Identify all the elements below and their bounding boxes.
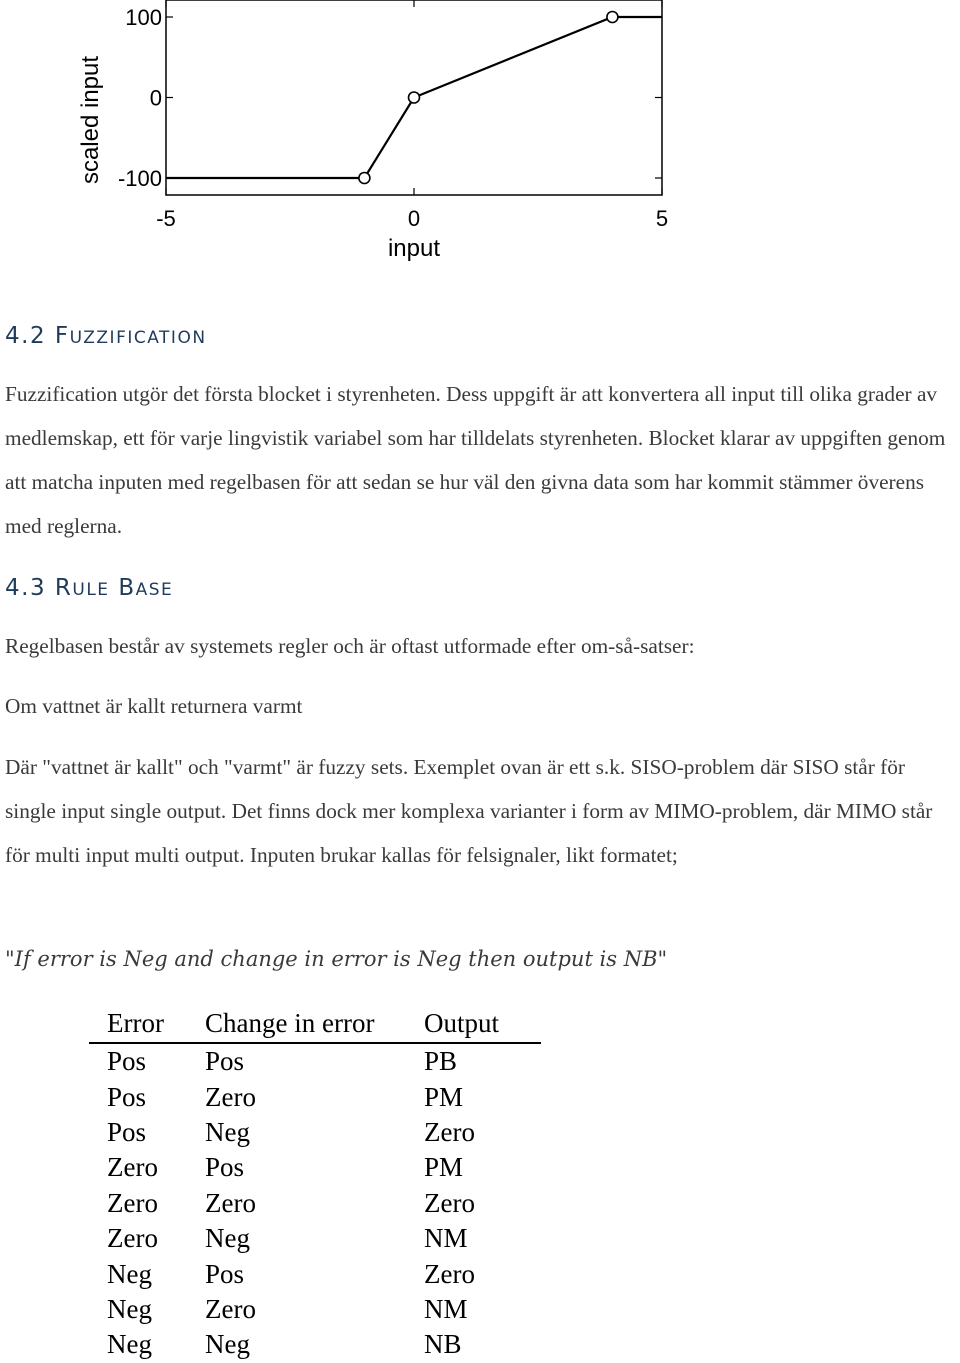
fuzzification-paragraph: Fuzzification utgör det första blocket i styrenheten. Dess uppgift är att konvertera all input till olika grader av medlemskap, ett för varje lingvistik variabel som har tilldelats styrenheten. Blocket klarar av uppgiften genom att matcha inputen med regelbasen för att sedan se hur väl den givna data som har kommit stämmer överens med reglerna. — [5, 382, 946, 538]
table-cell: PB — [424, 1046, 458, 1077]
table-cell: Pos — [205, 1046, 245, 1077]
data-point-marker — [607, 12, 618, 23]
x-tick-label: -5 — [156, 206, 176, 231]
formula-close-quote: " — [657, 947, 668, 971]
x-tick-label: 5 — [655, 206, 669, 231]
section-heading-fuzzification — [5, 323, 207, 349]
section-title-rest: UZZIFICATION — [69, 328, 207, 348]
section-heading-rule-base — [5, 575, 173, 601]
table-cell: Neg — [205, 1116, 250, 1147]
column-header-change-in-error: Change in error — [187, 1004, 406, 1043]
table-row — [89, 1221, 541, 1256]
table-cell: Neg — [107, 1329, 152, 1360]
table-cell: PM — [424, 1081, 464, 1112]
table-cell: Zero — [107, 1187, 158, 1218]
column-header-error: Error — [89, 1004, 187, 1043]
table-cell: Zero — [205, 1187, 256, 1218]
rule-base-intro: Regelbasen består av systemets regler och är oftast utformade efter om-så-satser: — [5, 634, 695, 658]
table-cell: PM — [424, 1152, 464, 1183]
section-number: 4.2 — [5, 323, 47, 349]
section-title-initial: B — [118, 575, 136, 601]
rule-base-paragraph: Där "vattnet är kallt" och "varmt" är fuzzy sets. Exemplet ovan är ett s.k. SISO-problem där SISO står för single input single output. Det finns dock mer komplexa varianter i form av MIMO-problem, där MIMO står för multi input multi output. Inputen brukar kallas för felsignaler, likt formatet; — [5, 755, 933, 867]
table-cell: Pos — [107, 1081, 147, 1112]
y-tick-label: -100 — [117, 166, 162, 191]
section-title-initial: F — [54, 323, 70, 349]
y-axis-label: scaled input — [77, 55, 104, 185]
table-cell: Neg — [107, 1293, 152, 1324]
table-row — [89, 1043, 541, 1079]
table-row — [89, 1327, 541, 1362]
rule-example: Om vattnet är kallt returnera varmt — [5, 694, 303, 718]
table-cell: NM — [424, 1223, 468, 1254]
formula-open-quote: " — [5, 947, 15, 971]
x-tick-label: 0 — [407, 206, 421, 231]
table-cell: Zero — [205, 1293, 256, 1324]
section-number: 4.3 — [5, 575, 47, 601]
table-header-row — [89, 1004, 541, 1043]
table-cell: Pos — [107, 1046, 147, 1077]
table-row — [89, 1079, 541, 1114]
table-cell: Pos — [205, 1258, 245, 1289]
table-cell: Pos — [205, 1152, 245, 1183]
section-title-rest: ULE — [72, 580, 110, 600]
data-point-marker — [409, 92, 420, 103]
tick-labels — [118, 5, 668, 231]
table-cell: Pos — [107, 1116, 147, 1147]
table-row — [89, 1115, 541, 1150]
table-cell: Zero — [424, 1116, 475, 1147]
table-row — [89, 1292, 541, 1327]
table-cell: Zero — [107, 1223, 158, 1254]
y-tick-label: 0 — [149, 85, 162, 111]
data-point-marker — [359, 173, 370, 184]
table-cell: Neg — [205, 1223, 250, 1254]
x-axis-label: input — [387, 235, 441, 262]
section-title-rest: ASE — [135, 580, 174, 600]
table-cell: Zero — [107, 1152, 158, 1183]
formula-text: If error is Neg and change in error is Neg then output is NB — [14, 947, 658, 971]
column-header-output: Output — [406, 1004, 541, 1043]
rule-formula — [5, 941, 667, 977]
table-cell: NM — [424, 1293, 468, 1324]
table-cell: NB — [424, 1329, 462, 1360]
y-tick-label: 100 — [125, 5, 162, 30]
table-cell: Zero — [424, 1187, 475, 1218]
table-cell: Neg — [107, 1258, 152, 1289]
table-row — [89, 1256, 541, 1291]
markers — [359, 12, 618, 184]
scaled-input-chart — [0, 0, 960, 290]
table-row — [89, 1150, 541, 1185]
section-title-initial: R — [54, 575, 73, 601]
table-cell: Neg — [205, 1329, 250, 1360]
table-cell: Zero — [205, 1081, 256, 1112]
rule-table — [89, 1004, 541, 1363]
table-row — [89, 1186, 541, 1221]
table-cell: Zero — [424, 1258, 475, 1289]
